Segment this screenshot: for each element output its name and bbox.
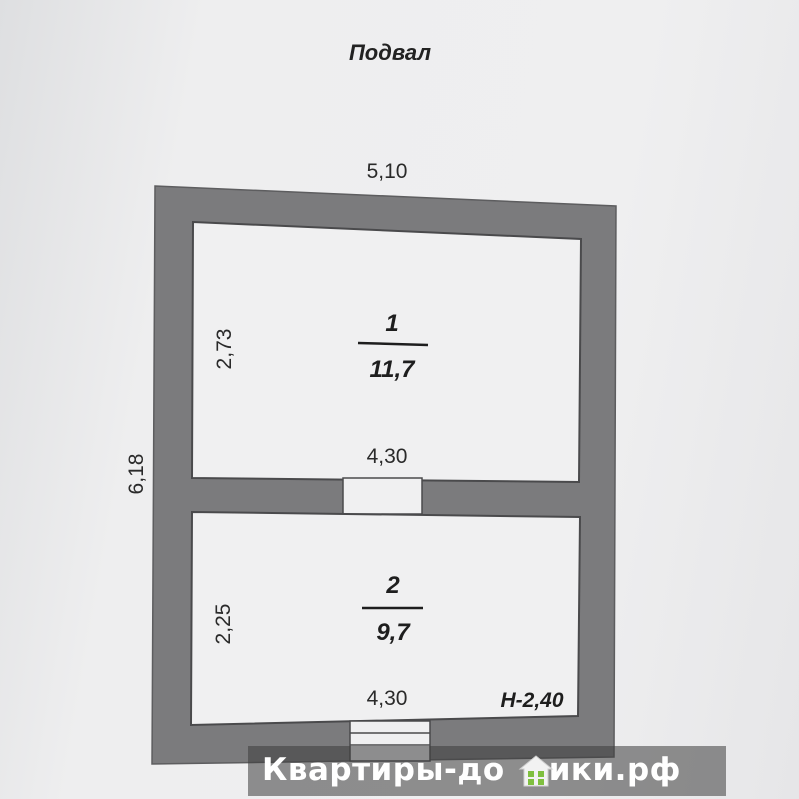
room-2-area: 9,7 [376,619,410,646]
room-1-area: 11,7 [369,356,415,383]
dim-room1-width: 4,30 [366,445,408,468]
room-1 [192,222,581,482]
watermark-text [262,752,681,788]
doorway-opening [343,478,422,514]
ceiling-height-label: Н-2,40 [500,689,564,712]
watermark-text-left: Квартиры-до [262,752,505,788]
dim-room2-length: 2,25 [212,603,235,645]
dim-overall-length: 6,18 [125,453,148,495]
room-2-number: 2 [386,572,400,599]
dim-overall-width: 5,10 [366,160,408,183]
dim-room1-length: 2,73 [213,328,236,370]
house-logo-icon [518,754,554,788]
plan-title: Подвал [348,40,432,65]
dim-room2-width: 4,30 [366,687,408,710]
watermark-text-right: ики.рф [548,752,681,788]
room-1-number: 1 [385,310,399,337]
watermark-banner [248,746,726,796]
